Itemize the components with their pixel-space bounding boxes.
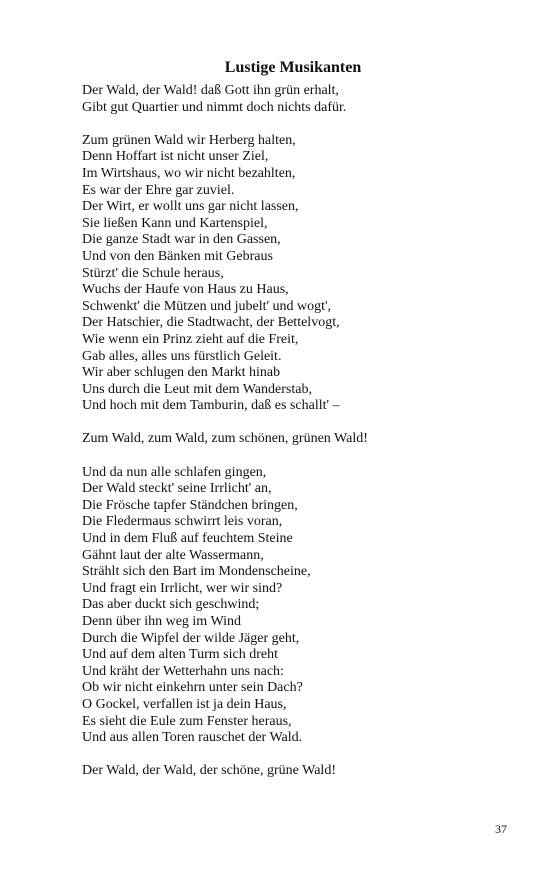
poem-body: [82, 83, 522, 797]
poem-line: Der Wald steckt' seine Irrlicht' an,: [82, 481, 272, 497]
poem-line: Und da nun alle schlafen gingen,: [82, 464, 267, 480]
poem-line: Und in dem Fluß auf feuchtem Steine: [82, 531, 293, 547]
poem-line: Zum grünen Wald wir Herberg halten,: [82, 132, 296, 148]
poem-line: Strählt sich den Bart im Mondenscheine,: [82, 564, 311, 580]
poem-line: Die ganze Stadt war in den Gassen,: [82, 232, 281, 248]
poem-line: Und fragt ein Irrlicht, wer wir sind?: [82, 580, 283, 596]
poem-line: Die Frösche tapfer Ständchen bringen,: [82, 497, 298, 513]
poem-line: Das aber duckt sich geschwind;: [82, 597, 260, 613]
poem-line: Gähnt laut der alte Wassermann,: [82, 547, 264, 563]
poem-stanza: [82, 83, 522, 116]
poem-title: Lustige Musikanten: [224, 59, 362, 76]
poem-stanza: [82, 465, 522, 747]
poem-line: Schwenkt' die Mützen und jubelt' und wogt',: [82, 298, 332, 314]
poem-stanza: [82, 133, 522, 415]
poem-line: Die Fledermaus schwirrt leis voran,: [82, 514, 283, 530]
poem-line: Und aus allen Toren rauschet der Wald.: [82, 730, 303, 746]
poem-line: Durch die Wipfel der wilde Jäger geht,: [82, 630, 300, 646]
poem-line: Gab alles, alles uns fürstlich Geleit.: [82, 348, 282, 364]
poem-stanza: [82, 431, 522, 448]
poem-line: Der Hatschier, die Stadtwacht, der Bettelvogt,: [82, 315, 340, 331]
poem-line: O Gockel, verfallen ist ja dein Haus,: [82, 696, 287, 712]
poem-line: Stürzt' die Schule heraus,: [82, 265, 224, 281]
poem-line: Wuchs der Haufe von Haus zu Haus,: [82, 282, 289, 298]
poem-line: Sie ließen Kann und Kartenspiel,: [82, 215, 268, 231]
poem-stanza: [82, 763, 522, 780]
poem-line: Denn Hoffart ist nicht unser Ziel,: [82, 149, 269, 165]
poem-line: Uns durch die Leut mit dem Wanderstab,: [82, 381, 312, 397]
poem-line: Zum Wald, zum Wald, zum schönen, grünen Wald!: [82, 431, 368, 447]
poem-line: Und kräht der Wetterhahn uns nach:: [82, 663, 284, 679]
poem-line: Und von den Bänken mit Gebraus: [82, 248, 273, 264]
poem-line: Denn über ihn weg im Wind: [82, 614, 241, 629]
poem-line: Im Wirtshaus, wo wir nicht bezahlten,: [82, 165, 296, 181]
poem-line: Der Wirt, er wollt uns gar nicht lassen,: [82, 199, 299, 215]
poem-line: Wir aber schlugen den Markt hinab: [82, 365, 281, 381]
poem-line: Gibt gut Quartier und nimmt doch nichts dafür.: [82, 99, 347, 115]
poem-line: Ob wir nicht einkehrn unter sein Dach?: [82, 680, 303, 696]
poem-line: Es war der Ehre gar zuviel.: [82, 182, 235, 198]
poem-line: Es sieht die Eule zum Fenster heraus,: [82, 713, 292, 729]
poem-line: Der Wald, der Wald! daß Gott ihn grün erhalt,: [82, 83, 339, 98]
poem-line: Wie wenn ein Prinz zieht auf die Freit,: [82, 331, 299, 347]
poem-line: Und hoch mit dem Tamburin, daß es schallt' –: [82, 398, 340, 414]
poem-line: Und auf dem alten Turm sich dreht: [82, 647, 278, 663]
poem-line: Der Wald, der Wald, der schöne, grüne Wald!: [82, 763, 336, 779]
page-number: 37: [495, 822, 507, 836]
